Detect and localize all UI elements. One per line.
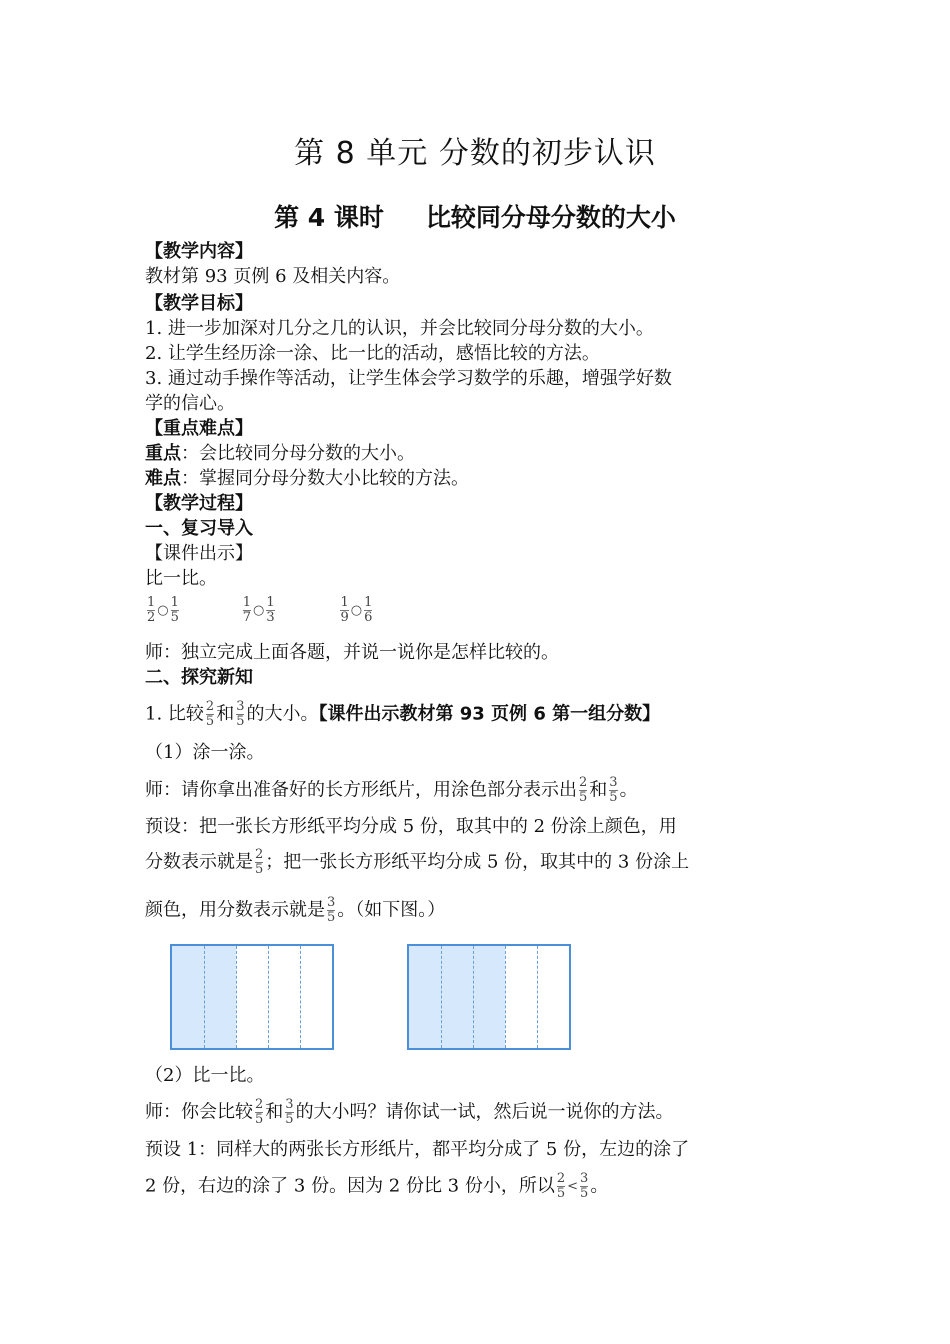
fraction-three-fifths: $\frac{3}{5}$ — [327, 895, 336, 925]
key-point — [145, 442, 415, 466]
fraction: $\frac{1}{6}$ — [364, 595, 373, 625]
goal-3-line1: 3. 通过动手操作等活动，让学生体会学习数学的乐趣，增强学好数 — [145, 368, 672, 389]
section-key-heading: 【重点难点】 — [145, 418, 253, 439]
fraction-two-fifths: $\frac{2}{5}$ — [255, 1097, 264, 1127]
teacher-line-2: 师：请你拿出准备好的长方形纸片，用涂色部分表示出 $\frac{2}{5}$ 和 $\frac{3}{5}$ 。 — [145, 775, 638, 805]
difficult-point — [145, 467, 469, 491]
diff-label: 难点 — [145, 468, 181, 489]
compare-circle-icon[interactable]: ○ — [253, 602, 265, 618]
dashed-divider — [505, 946, 506, 1048]
lesson-topic: 比较同分母分数的大小 — [425, 203, 676, 232]
fraction: $\frac{1}{3}$ — [266, 595, 275, 625]
preset2-line-2: 2 份，右边的涂了 3 份。因为 2 份比 3 份小，所以 $\frac{2}{5}$ < $\frac{3}{5}$ 。 — [145, 1171, 609, 1201]
section-goals-heading: 【教学目标】 — [145, 293, 253, 314]
key-label: 重点 — [145, 443, 181, 464]
fraction-two-fifths: $\frac{2}{5}$ — [205, 699, 215, 729]
section-process-heading: 【教学过程】 — [145, 493, 253, 514]
fraction-pairs — [145, 596, 430, 625]
unit-title: 第 8 单元 分数的初步认识 — [294, 136, 656, 171]
pair-2 — [241, 596, 333, 625]
unshaded-part — [268, 946, 300, 1048]
teacher-line-1: 师：独立完成上面各题，并说一说你是怎样比较的。 — [145, 642, 559, 663]
goal-1: 1. 进一步加深对几分之几的认识，并会比较同分母分数的大小。 — [145, 318, 654, 339]
goal-3-line2: 学的信心。 — [145, 393, 235, 414]
key-text: ：会比较同分母分数的大小。 — [181, 443, 415, 464]
section-content-heading: 【教学内容】 — [145, 241, 253, 262]
dashed-divider — [236, 946, 237, 1048]
fraction-two-fifths: $\frac{2}{5}$ — [556, 1171, 566, 1201]
step-1: （1）涂一涂。 — [145, 742, 265, 763]
teacher-line-3: 师：你会比较 $\frac{2}{5}$ 和 $\frac{3}{5}$ 的大小吗？请你试一试，然后说一说你的方法。 — [145, 1097, 674, 1127]
less-than-sign: < — [567, 1178, 579, 1194]
shaded-part — [441, 946, 473, 1048]
fraction-three-fifths: $\frac{3}{5}$ — [236, 699, 245, 729]
shaded-part — [473, 946, 505, 1048]
preset-line-3: 颜色，用分数表示就是 $\frac{3}{5}$ 。（如下图。） — [145, 895, 446, 925]
dashed-divider — [204, 946, 205, 1048]
fraction-three-fifths: $\frac{3}{5}$ — [285, 1097, 294, 1127]
shaded-part — [204, 946, 236, 1048]
lesson-number: 第 4 课时 — [274, 203, 384, 232]
step-2: （2）比一比。 — [145, 1065, 265, 1086]
unshaded-part — [537, 946, 569, 1048]
courseware-label: 【课件出示】 — [145, 543, 253, 564]
compare-circle-icon[interactable]: ○ — [157, 602, 169, 618]
preset2-line-1: 预设 1：同样大的两张长方形纸片，都平均分成了 5 份，左边的涂了 — [145, 1139, 690, 1160]
shaded-part — [172, 946, 204, 1048]
unshaded-part — [505, 946, 537, 1048]
goal-2: 2. 让学生经历涂一涂、比一比的活动，感悟比较的方法。 — [145, 343, 600, 364]
unshaded-part — [300, 946, 332, 1048]
fraction-three-fifths: $\frac{3}{5}$ — [580, 1171, 589, 1201]
shaded-part — [409, 946, 441, 1048]
fraction: $\frac{1}{7}$ — [242, 595, 252, 625]
unshaded-part — [236, 946, 268, 1048]
dashed-divider — [300, 946, 301, 1048]
diff-text: ：掌握同分母分数大小比较的方法。 — [181, 468, 469, 489]
lesson-title — [0, 198, 950, 234]
part-1-heading: 一、复习导入 — [145, 518, 253, 539]
fraction: $\frac{1}{9}$ — [340, 595, 349, 625]
dashed-divider — [441, 946, 442, 1048]
dashed-divider — [537, 946, 538, 1048]
fraction-three-fifths: $\frac{3}{5}$ — [609, 775, 618, 805]
preset-line-1: 预设：把一张长方形纸平均分成 5 份，取其中的 2 份涂上颜色，用 — [145, 816, 677, 837]
content-text: 教材第 93 页例 6 及相关内容。 — [145, 266, 401, 287]
rectangle-three-fifths — [407, 944, 571, 1050]
fraction-two-fifths: $\frac{2}{5}$ — [579, 775, 588, 805]
preset-line-2: 分数表示就是 $\frac{2}{5}$ ；把一张长方形纸平均分成 5 份，取其中的 3 份涂上 — [145, 847, 690, 877]
pair-3 — [338, 596, 430, 625]
fraction-two-fifths: $\frac{2}{5}$ — [255, 847, 264, 877]
example-1: 1. 比较 $\frac{2}{5}$ 和 $\frac{3}{5}$ 的大小。【课件出示教材第 93 页例 6 第一组分数】 — [145, 699, 661, 729]
dashed-divider — [268, 946, 269, 1048]
dashed-divider — [473, 946, 474, 1048]
part-2-heading: 二、探究新知 — [145, 667, 253, 688]
fraction: $\frac{1}{5}$ — [170, 595, 179, 625]
pair-1 — [145, 596, 235, 625]
fraction: $\frac{1}{2}$ — [147, 595, 156, 625]
compare-circle-icon[interactable]: ○ — [350, 602, 363, 618]
compare-text: 比一比。 — [145, 568, 217, 589]
rectangle-two-fifths — [170, 944, 334, 1050]
